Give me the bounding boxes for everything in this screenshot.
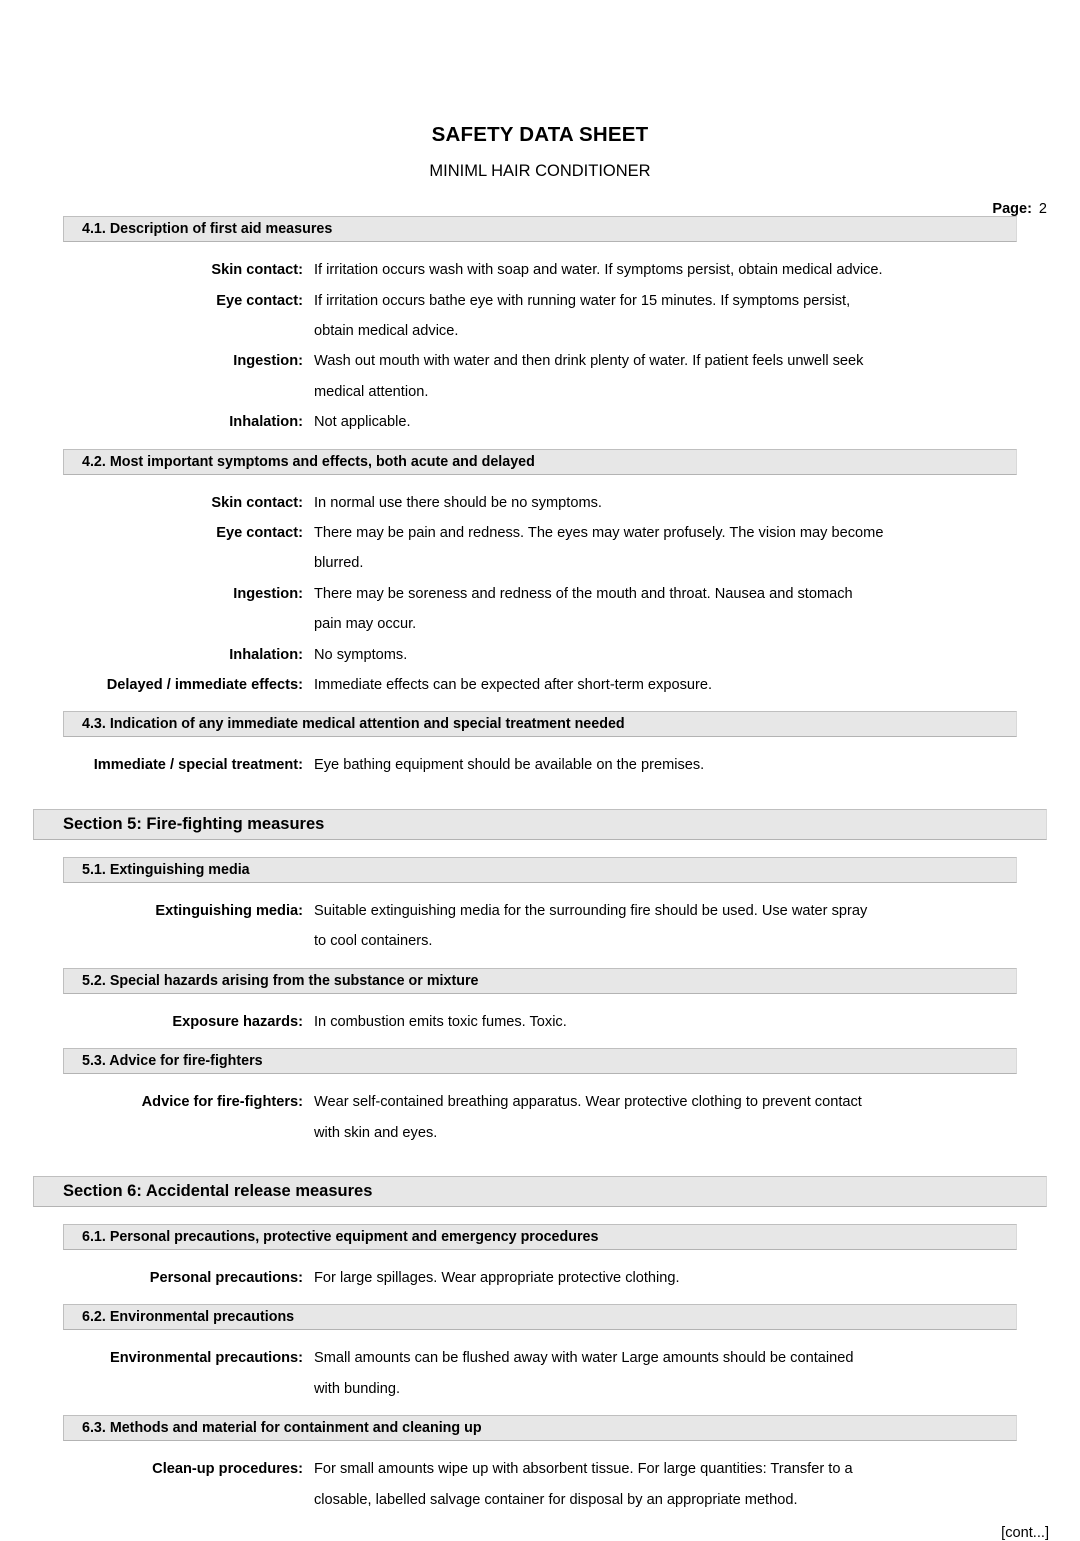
row-label: Eye contact: — [216, 292, 303, 309]
row-value-line: Wash out mouth with water and then drink plenty of water. If patient feels unwell seek — [314, 353, 864, 370]
subsection-rows — [0, 1454, 1080, 1515]
row-label: Ingestion: — [233, 353, 303, 370]
data-row — [0, 1007, 1080, 1037]
subsection-heading: 5.2. Special hazards arising from the substance or mixture — [63, 968, 1017, 994]
row-value-line: blurred. — [314, 555, 364, 572]
spacer — [0, 737, 1080, 750]
document-header — [0, 0, 1080, 180]
spacer — [0, 1148, 1080, 1159]
spacer — [0, 438, 1080, 449]
spacer — [0, 792, 1080, 809]
data-row — [0, 346, 1080, 407]
spacer — [0, 1074, 1080, 1087]
row-label: Clean-up procedures: — [152, 1461, 303, 1478]
row-label: Inhalation: — [229, 646, 303, 663]
page-label: Page: — [992, 200, 1032, 217]
spacer — [0, 1037, 1080, 1048]
data-row — [0, 518, 1080, 579]
subsection-rows — [0, 255, 1080, 437]
row-value — [314, 1087, 862, 1148]
row-value — [314, 670, 712, 700]
row-value-line: No symptoms. — [314, 646, 408, 663]
section-heading: Section 5: Fire-fighting measures — [33, 809, 1047, 840]
row-value-line: Eye bathing equipment should be available on the premises. — [314, 757, 705, 774]
row-value-line: obtain medical advice. — [314, 323, 459, 339]
spacer — [0, 1404, 1080, 1415]
row-value-line: with bunding. — [314, 1380, 401, 1397]
row-label: Inhalation: — [229, 414, 303, 431]
subsection-heading: 6.3. Methods and material for containment and cleaning up — [63, 1415, 1017, 1441]
row-label: Ingestion: — [233, 585, 303, 602]
spacer — [0, 957, 1080, 968]
section-heading: Section 6: Accidental release measures — [33, 1176, 1047, 1207]
row-value-line: Not applicable. — [314, 414, 411, 431]
subsection-rows — [0, 896, 1080, 957]
row-value — [314, 488, 602, 518]
row-label: Exposure hazards: — [172, 1013, 303, 1030]
row-value-line: If irritation occurs wash with soap and water. If symptoms persist, obtain medical advice. — [314, 262, 883, 279]
row-value-line: In normal use there should be no symptoms. — [314, 494, 602, 511]
spacer — [0, 475, 1080, 488]
row-value-line: closable, labelled salvage container for disposal by an appropriate method. — [314, 1491, 798, 1508]
data-row — [0, 286, 1080, 347]
spacer — [0, 994, 1080, 1007]
subsection-rows — [0, 488, 1080, 701]
page-number: 2 — [1038, 200, 1047, 217]
spacer — [0, 1515, 1080, 1526]
data-row — [0, 407, 1080, 437]
subsection-heading: 5.3. Advice for fire-fighters — [63, 1048, 1017, 1074]
row-value-line: medical attention. — [314, 383, 429, 400]
row-value-line: pain may occur. — [314, 616, 417, 633]
spacer — [0, 1250, 1080, 1263]
row-value-line: Suitable extinguishing media for the surrounding fire should be used. Use water spray — [314, 902, 868, 919]
row-value-line: There may be soreness and redness of the mouth and throat. Nausea and stomach — [314, 585, 853, 602]
row-value — [314, 1343, 853, 1404]
row-label: Environmental precautions: — [110, 1350, 303, 1367]
row-value-line: There may be pain and redness. The eyes may water profusely. The vision may become — [314, 525, 884, 542]
row-value-line: to cool containers. — [314, 933, 433, 950]
row-value — [314, 255, 883, 285]
product-name: MINIML HAIR CONDITIONER — [429, 161, 651, 180]
row-value — [314, 286, 850, 347]
data-row — [0, 1454, 1080, 1515]
page-indicator — [0, 202, 1080, 217]
row-value-line: For large spillages. Wear appropriate protective clothing. — [314, 1269, 680, 1286]
subsection-rows — [0, 750, 1080, 780]
subsection-heading: 4.3. Indication of any immediate medical attention and special treatment needed — [63, 711, 1017, 737]
subsection-heading: 5.1. Extinguishing media — [63, 857, 1017, 883]
data-row — [0, 896, 1080, 957]
row-value-line: Wear self-contained breathing apparatus. Wear protective clothing to prevent contact — [314, 1094, 862, 1111]
subsection-rows — [0, 1263, 1080, 1293]
subsection-heading: 6.2. Environmental precautions — [63, 1304, 1017, 1330]
subsection-rows — [0, 1087, 1080, 1148]
row-value — [314, 1454, 853, 1515]
spacer — [0, 1441, 1080, 1454]
data-row — [0, 579, 1080, 640]
spacer — [0, 1159, 1080, 1176]
row-label: Advice for fire-fighters: — [141, 1094, 303, 1111]
row-label: Skin contact: — [211, 262, 303, 279]
data-row — [0, 488, 1080, 518]
row-value — [314, 1263, 680, 1293]
row-label: Extinguishing media: — [155, 902, 303, 919]
row-value-line: Immediate effects can be expected after short-term exposure. — [314, 677, 713, 694]
data-row — [0, 1343, 1080, 1404]
spacer — [0, 781, 1080, 792]
row-value — [314, 1007, 567, 1037]
spacer — [0, 700, 1080, 711]
row-value — [314, 640, 407, 670]
data-row — [0, 640, 1080, 670]
row-value — [314, 518, 883, 579]
data-row — [0, 1263, 1080, 1293]
data-row — [0, 750, 1080, 780]
spacer — [0, 883, 1080, 896]
subsection-heading: 6.1. Personal precautions, protective equipment and emergency procedures — [63, 1224, 1017, 1250]
subsection-heading: 4.2. Most important symptoms and effects, both acute and delayed — [63, 449, 1017, 475]
row-label: Eye contact: — [216, 525, 303, 542]
continuation-marker: [cont...] — [1001, 1524, 1049, 1541]
row-value — [314, 579, 853, 640]
data-row — [0, 1087, 1080, 1148]
row-label: Personal precautions: — [149, 1269, 303, 1286]
row-value-line: In combustion emits toxic fumes. Toxic. — [314, 1013, 567, 1030]
row-value-line: Small amounts can be flushed away with water Large amounts should be contained — [314, 1350, 854, 1367]
row-value — [314, 407, 411, 437]
subsection-heading: 4.1. Description of first aid measures — [63, 216, 1017, 242]
spacer — [0, 242, 1080, 255]
subsection-rows — [0, 1007, 1080, 1037]
page-title: SAFETY DATA SHEET — [431, 123, 649, 146]
row-value-line: If irritation occurs bathe eye with running water for 15 minutes. If symptoms persist, — [314, 292, 851, 309]
row-label: Delayed / immediate effects: — [106, 677, 303, 694]
data-row — [0, 670, 1080, 700]
row-value — [314, 750, 704, 780]
spacer — [0, 1293, 1080, 1304]
row-value-line: For small amounts wipe up with absorbent tissue. For large quantities: Transfer to a — [314, 1461, 853, 1478]
row-value — [314, 346, 863, 407]
row-value-line: with skin and eyes. — [314, 1124, 438, 1141]
row-label: Immediate / special treatment: — [93, 757, 303, 774]
data-row — [0, 255, 1080, 285]
row-label: Skin contact: — [211, 494, 303, 511]
spacer — [0, 840, 1080, 857]
spacer — [0, 1207, 1080, 1224]
subsection-rows — [0, 1343, 1080, 1404]
document-body — [0, 216, 1080, 1526]
spacer — [0, 1330, 1080, 1343]
row-value — [314, 896, 867, 957]
